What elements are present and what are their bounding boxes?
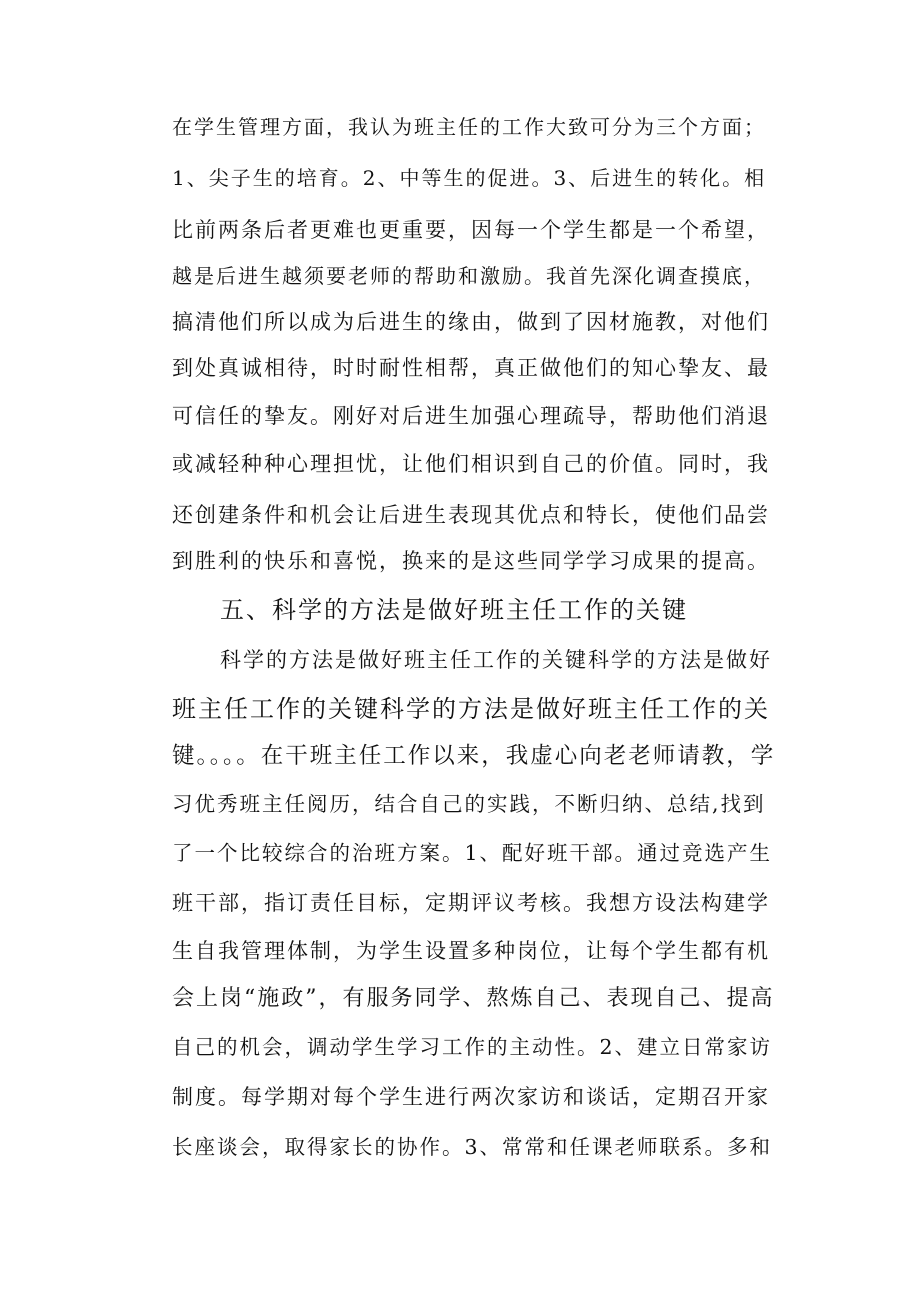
text-line: 比前两条后者更难也更重要，因每一个学生都是一个希望， — [172, 218, 770, 242]
text-line: 搞清他们所以成为后进生的缘由，做到了因材施教，对他们 — [172, 310, 770, 334]
text-line: 了一个比较综合的治班方案。1、配好班干部。通过竞选产生 — [172, 841, 773, 865]
text-line: 到胜利的快乐和喜悦，换来的是这些同学学习成果的提高。 — [172, 549, 770, 573]
text-line: 在学生管理方面，我认为班主任的工作大致可分为三个方面； — [172, 115, 766, 139]
text-line: 制度。每学期对每个学生进行两次家访和谈话，定期召开家 — [172, 1085, 770, 1109]
text-line: 习优秀班主任阅历，结合自己的实践，不断归纳、总结,找到 — [172, 792, 766, 816]
text-line: 到处真诚相待，时时耐性相帮，真正做他们的知心挚友、最 — [172, 356, 770, 380]
text-line: 可信任的挚友。刚好对后进生加强心理疏导，帮助他们消退 — [172, 404, 770, 428]
text-line: 长座谈会，取得家长的协作。3、常常和任课老师联系。多和 — [172, 1135, 773, 1159]
text-line: 班干部，指订责任目标，定期评议考核。我想方设法构建学 — [172, 891, 770, 915]
text-line: 还创建条件和机会让后进生表现其优点和特长，使他们品尝 — [172, 503, 770, 527]
text-line: 1、尖子生的培育。2、中等生的促进。3、后进生的转化。相 — [172, 166, 767, 190]
text-line: 班主任工作的关键科学的方法是做好班主任工作的关 — [172, 695, 770, 723]
text-line: 会上岗“施政”，有服务同学、熬炼自己、表现自己、提高 — [172, 986, 775, 1011]
text-line: 自己的机会，调动学生学习工作的主动性。2、建立日常家访 — [172, 1035, 773, 1059]
text-line: 越是后进生越须要老师的帮助和激励。我首先深化调查摸底， — [172, 264, 766, 288]
text-line: 键。。。。在干班主任工作以来，我虚心向老老师请教，学 — [172, 743, 776, 769]
text-line: 或减轻种种心理担忧，让他们相识到自己的价值。同时，我 — [172, 452, 770, 476]
section-heading: 五、科学的方法是做好班主任工作的关键 — [220, 596, 688, 624]
text-line: 科学的方法是做好班主任工作的关键科学的方法是做好 — [220, 648, 772, 672]
text-line: 生自我管理体制，为学生设置多种岗位，让每个学生都有机 — [172, 939, 770, 963]
